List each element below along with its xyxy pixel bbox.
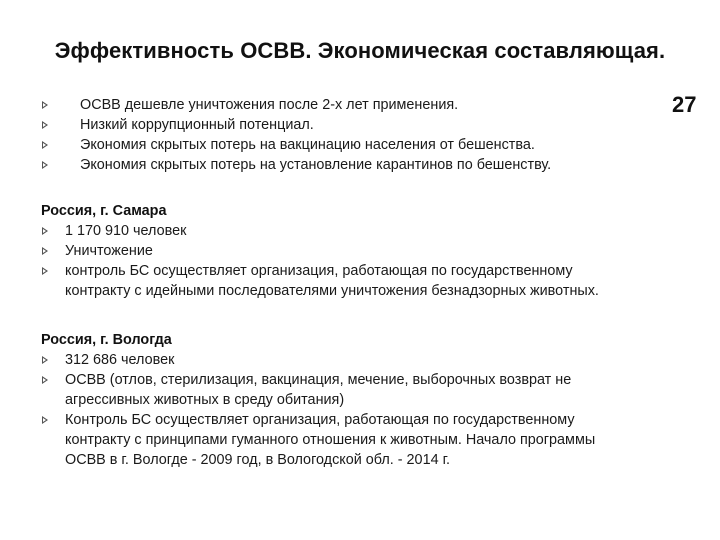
arrow-bullet-icon: [42, 356, 48, 364]
samara-heading: Россия, г. Самара: [41, 203, 167, 219]
vologda-population: 312 686 человек: [65, 352, 175, 368]
intro-bullet-item: [80, 115, 680, 135]
vologda-method-line: агрессивных животных в среду обитания): [65, 392, 345, 408]
vologda-bullet-item: [65, 350, 720, 370]
samara-control-line: контроль БС осуществляет организация, работающая по государственному: [65, 263, 573, 279]
samara-bullet-item: [65, 241, 720, 261]
intro-bullet-text: Экономия скрытых потерь на установление карантинов по бешенству.: [80, 157, 552, 173]
arrow-bullet-icon: [42, 161, 48, 169]
arrow-bullet-icon: [42, 416, 48, 424]
arrow-bullet-icon: [42, 141, 48, 149]
intro-bullet-text: Низкий коррупционный потенциал.: [80, 117, 314, 133]
vologda-control-line: контракту с принципами гуманного отношения к животным. Начало программы: [65, 432, 596, 448]
samara-control-line: контракту с идейными последователями уничтожения безнадзорных животных.: [65, 283, 599, 299]
arrow-bullet-icon: [42, 121, 48, 129]
arrow-bullet-icon: [42, 101, 48, 109]
page-number: 27: [672, 92, 697, 117]
intro-bullet-item: [80, 95, 680, 115]
arrow-bullet-icon: [42, 227, 48, 235]
vologda-control-line: ОСВВ в г. Вологде - 2009 год, в Вологодской обл. - 2014 г.: [65, 452, 451, 468]
vologda-bullet-item: [65, 370, 720, 410]
vologda-bullet-list: [65, 350, 720, 470]
intro-bullet-list: [80, 95, 680, 175]
arrow-bullet-icon: [42, 376, 48, 384]
slide-title: Эффективность ОСВВ. Экономическая составляющая.: [54, 38, 666, 63]
vologda-section: [41, 330, 701, 470]
samara-method: Уничтожение: [65, 243, 153, 259]
intro-bullet-item: [80, 155, 680, 175]
samara-bullet-item: [65, 261, 720, 301]
samara-population: 1 170 910 человек: [65, 223, 187, 239]
vologda-heading: Россия, г. Вологда: [41, 332, 172, 348]
samara-section: [41, 201, 701, 301]
intro-bullet-text: ОСВВ дешевле уничтожения после 2-х лет применения.: [80, 97, 459, 113]
intro-bullet-item: [80, 135, 680, 155]
vologda-control-line: Контроль БС осуществляет организация, работающая по государственному: [65, 412, 575, 428]
arrow-bullet-icon: [42, 267, 48, 275]
vologda-method-line: ОСВВ (отлов, стерилизация, вакцинация, мечение, выборочных возврат не: [65, 372, 572, 388]
samara-bullet-item: [65, 221, 720, 241]
intro-bullet-text: Экономия скрытых потерь на вакцинацию населения от бешенства.: [80, 137, 535, 153]
samara-bullet-list: [65, 221, 720, 301]
arrow-bullet-icon: [42, 247, 48, 255]
vologda-bullet-item: [65, 410, 720, 470]
